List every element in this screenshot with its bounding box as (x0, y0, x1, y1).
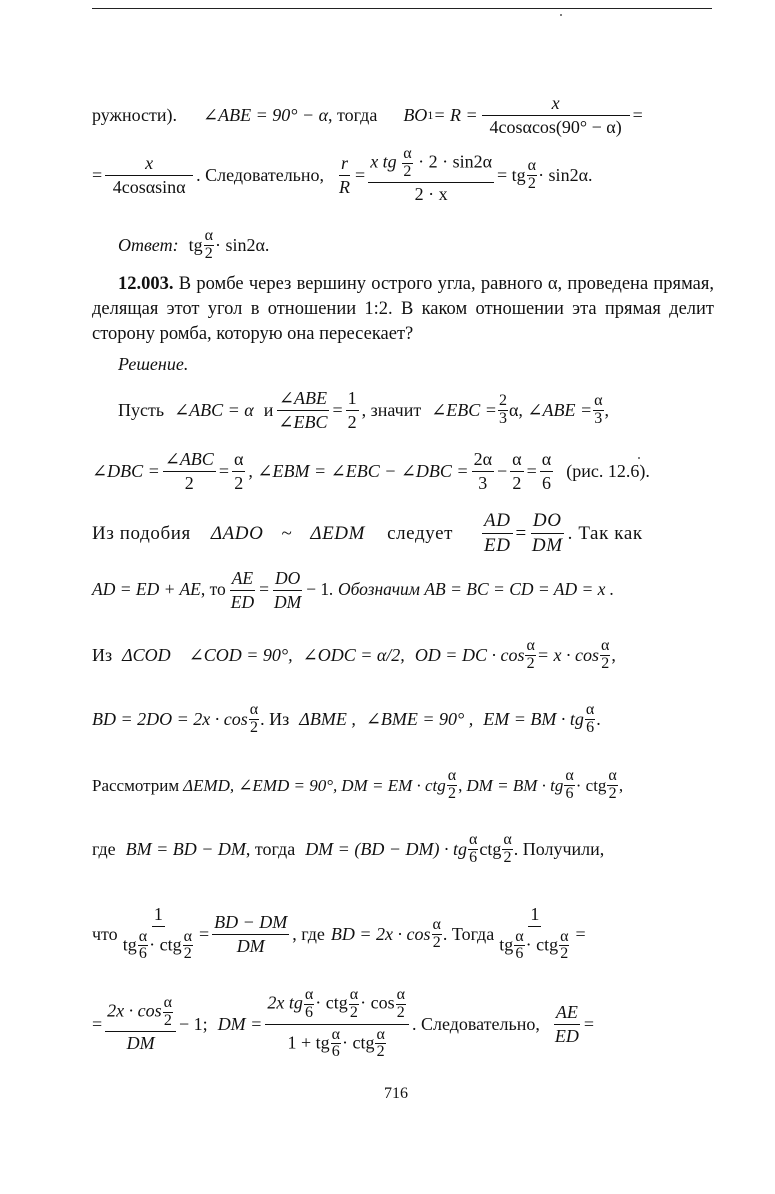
numerator (265, 987, 409, 1025)
numerator: ∠ABE (277, 389, 329, 411)
text-fragment: ctg (479, 839, 502, 859)
triangle-label: ΔADO (210, 522, 264, 544)
numerator: x (482, 94, 630, 116)
equals-sign: = (332, 400, 343, 420)
denominator: 2 (163, 1011, 172, 1029)
text-fragment: . Следовательно, (411, 1014, 540, 1034)
small-fraction (498, 393, 508, 428)
text-fragment: · sin2α. (538, 165, 593, 185)
numerator: α (540, 450, 553, 472)
small-fraction (593, 393, 603, 428)
speck (560, 14, 562, 16)
denominator: 6 (305, 1003, 314, 1021)
formula-line-2 (92, 142, 714, 208)
small-fraction (396, 987, 406, 1022)
fraction (497, 905, 572, 963)
angle-expression: ∠DBC = (92, 461, 160, 481)
numerator: AE (554, 1003, 580, 1025)
numerator: α (594, 391, 603, 409)
page-number: 716 (384, 1085, 408, 1102)
fraction (472, 450, 494, 493)
numerator: 2α (472, 450, 494, 472)
fraction-r-over-R (337, 154, 352, 197)
numerator: 1 (528, 905, 541, 927)
equation-fragment: DM = (BD − DM) · tg (305, 839, 467, 859)
numerator: AE (230, 569, 255, 590)
numerator: ∠ABC (163, 450, 216, 472)
denominator: R (339, 176, 351, 197)
numerator: α (403, 144, 412, 162)
angle-expression: , ∠EBM = ∠EBC − ∠DBC = (248, 461, 469, 481)
numerator: α (503, 830, 512, 848)
equals-sign: = (259, 579, 269, 600)
numerator: α (204, 226, 213, 244)
text-fragment: · sin2α. (214, 235, 270, 255)
denominator (121, 927, 196, 964)
numerator: α (560, 927, 569, 945)
fraction (121, 905, 196, 963)
equals-sign: = (583, 1014, 595, 1034)
denominator (497, 927, 572, 964)
text-fragment: , где (292, 924, 325, 944)
denominator: 3 (478, 472, 488, 493)
denominator: DM (236, 935, 265, 956)
angle-expression: ∠ABC = α (174, 400, 254, 420)
equation-fragment: DM = BM · tg (466, 775, 564, 795)
equation-fragment: AD = ED + AE (92, 579, 201, 600)
small-fraction (163, 995, 173, 1030)
problem-number: 12.003. (118, 274, 174, 294)
small-fraction (514, 929, 524, 964)
equation-fragment: BD = 2x · cos (330, 924, 431, 944)
small-fraction (607, 768, 617, 803)
numerator: 1 (152, 905, 165, 927)
numerator: α (331, 1025, 340, 1043)
small-fraction (402, 146, 412, 181)
text-fragment: где (92, 839, 116, 859)
text-fragment: . Получили, (513, 839, 605, 859)
denominator: 2 (503, 848, 512, 866)
denominator: 6 (541, 472, 551, 493)
denominator: 6 (565, 784, 574, 802)
triangle-label: ΔCOD (122, 645, 171, 665)
text-fragment: Из подобия (92, 522, 191, 544)
answer-label: Ответ: (118, 235, 179, 255)
formula-line-dbc (92, 446, 714, 496)
text-fragment: , значит (361, 400, 422, 420)
numerator (105, 995, 176, 1033)
numerator: α (432, 915, 441, 933)
text-fragment: . Так как (567, 522, 643, 544)
numerator: α (527, 156, 537, 174)
equals-sign: = (355, 165, 366, 185)
text-fragment: · cos (360, 992, 395, 1013)
numerator: DO (531, 511, 564, 534)
formula-line-pust (118, 384, 714, 436)
text-fragment: , тогда (245, 839, 296, 859)
denominator: 2 (249, 718, 258, 736)
numerator: α (565, 766, 574, 784)
denominator: 2 (234, 472, 244, 493)
numerator: α (515, 927, 524, 945)
fraction (482, 511, 513, 556)
text-fragment: · ctg (315, 992, 348, 1013)
text-fragment: , (611, 645, 616, 665)
fraction (482, 94, 630, 137)
numerator: α (585, 700, 595, 718)
angle-expression: ∠BME = 90° , (365, 709, 474, 729)
denominator: 6 (138, 945, 147, 963)
text-fragment: , то (200, 579, 226, 600)
denominator: 2 (560, 945, 569, 963)
numerator: α (510, 450, 523, 472)
text-fragment: . Тогда (442, 924, 495, 944)
numerator: α (526, 636, 535, 654)
minus-sign: − (497, 461, 508, 481)
answer-line (118, 222, 714, 268)
angle-expression: ∠COD = 90°, (188, 645, 293, 665)
variable: BO (403, 105, 428, 125)
numerator: AD (482, 511, 513, 534)
triangle-label: ΔEDM (310, 522, 366, 544)
text-fragment: Из (92, 645, 113, 665)
numerator: α (376, 1025, 385, 1043)
denominator: ED (230, 591, 255, 612)
text-fragment: , тогда (328, 105, 378, 125)
fraction (163, 450, 216, 493)
denominator: 2 · x (414, 184, 448, 205)
denominator: 4cosαcos(90° − α) (489, 116, 622, 137)
equals-sign: = (92, 1014, 103, 1034)
small-fraction (585, 702, 595, 737)
numerator: x (105, 154, 193, 176)
text-fragment: x tg (370, 151, 397, 172)
text-fragment: , (604, 400, 609, 420)
denominator: 2 (184, 472, 194, 493)
solution-label (118, 352, 714, 376)
equals-sign: = (515, 522, 527, 544)
text-fragment: · ctg (149, 934, 182, 955)
text-fragment: ружности). (92, 105, 178, 125)
numerator: α (163, 993, 173, 1011)
small-fraction (349, 987, 359, 1022)
denominator: 3 (594, 409, 603, 427)
fraction (346, 389, 359, 432)
equals-sign: = (526, 461, 537, 481)
numerator: α (468, 830, 478, 848)
denominator: DM (273, 591, 302, 612)
denominator: 3 (498, 409, 507, 427)
formula-line-similar (92, 508, 714, 558)
text-fragment: α (508, 400, 519, 420)
equation-fragment: EM = BM · tg (483, 709, 584, 729)
text-fragment: , (618, 775, 624, 795)
triangle-label: ΔBME , (299, 709, 356, 729)
denominator: 2 (396, 1003, 405, 1021)
equation-fragment: DM = (217, 1014, 263, 1034)
text-fragment: · 2 · sin2α (418, 151, 493, 172)
denominator: DM (126, 1033, 155, 1054)
denominator: 2 (512, 472, 522, 493)
small-fraction (559, 929, 569, 964)
small-fraction (375, 1027, 385, 1062)
text-fragment: 2x tg (267, 992, 303, 1013)
angle-expression: , ∠ABE = (518, 400, 593, 420)
fraction (530, 511, 565, 556)
text-fragment: и (263, 400, 274, 420)
fraction (229, 569, 256, 611)
text-fragment: Пусть (118, 400, 165, 420)
small-fraction (525, 638, 535, 673)
subscript: 1 (427, 108, 434, 122)
fraction (105, 995, 176, 1053)
numerator: α (608, 766, 617, 784)
equation-fragment: BM = BD − DM (125, 839, 246, 859)
fraction (105, 154, 193, 197)
small-fraction (502, 832, 512, 867)
text-fragment: . Из (260, 709, 290, 729)
equation-fragment: OD = DC · cos (414, 645, 525, 665)
angle-expression: ∠EMD = 90°, (238, 775, 338, 795)
numerator: α (396, 985, 405, 1003)
denominator: 2 (376, 1043, 385, 1061)
denominator: 6 (331, 1043, 340, 1061)
fraction (540, 450, 553, 493)
text-fragment: tg (122, 934, 137, 955)
similar-sign: ~ (281, 522, 293, 544)
denominator: 2 (347, 411, 357, 432)
fraction (212, 913, 289, 956)
text-fragment: . Следовательно, (196, 165, 325, 185)
text-fragment: 1 + tg (287, 1031, 330, 1052)
equals-sign: = (632, 105, 643, 125)
formula-line-cod (92, 632, 714, 678)
equation-fragment: DM = EM · ctg (341, 775, 446, 795)
small-fraction (304, 987, 314, 1022)
numerator: α (601, 636, 610, 654)
fraction (276, 389, 329, 432)
numerator: α (447, 766, 457, 784)
denominator: 2 (432, 933, 441, 951)
numerator: 1 (346, 389, 359, 411)
small-fraction (600, 638, 610, 673)
formula-line-bd (92, 696, 714, 742)
problem-text: В ромбе через вершину острого угла, равного α, проведена прямая, делящая этот угол в отношении 1:2. В каком отношении эта прямая делит сторону ромба, которую она пересекает? (92, 274, 714, 344)
fraction (553, 1003, 581, 1046)
text-fragment: · ctg (525, 934, 559, 955)
text-fragment: следует (387, 522, 454, 544)
denominator: 6 (515, 945, 524, 963)
denominator: DM (531, 534, 563, 556)
denominator (285, 1025, 388, 1062)
denominator: 6 (469, 848, 478, 866)
equation-fragment: = x · cos (536, 645, 599, 665)
numerator: DO (273, 569, 302, 590)
angle-expression: ∠ODC = α/2, (302, 645, 405, 665)
top-rule (92, 8, 712, 9)
equals-sign: = (218, 461, 229, 481)
small-fraction (204, 228, 214, 263)
equals-sign: = (575, 924, 586, 944)
small-fraction (183, 929, 193, 964)
numerator: α (138, 927, 148, 945)
text-fragment: · ctg (341, 1031, 375, 1052)
text-fragment: . Обозначим AB = BC = CD = AD = x . (329, 579, 615, 600)
denominator: ED (554, 1025, 579, 1046)
fraction (232, 450, 245, 493)
denominator: 2 (403, 162, 412, 180)
text-fragment: − 1 (306, 579, 330, 600)
triangle-label: ΔEMD, (183, 775, 235, 795)
denominator: 2 (527, 174, 536, 192)
small-fraction (447, 768, 457, 803)
formula-line-emd (92, 762, 714, 808)
small-fraction (138, 929, 148, 964)
text-fragment: − 1; (179, 1014, 208, 1034)
fraction-big (368, 146, 494, 204)
denominator: 4cosαsinα (112, 176, 186, 197)
small-fraction (432, 917, 442, 952)
equals-sign: = (92, 165, 103, 185)
numerator: BD − DM (212, 913, 289, 935)
numerator (368, 146, 494, 184)
fraction (265, 987, 409, 1061)
equals-sign: = (198, 924, 210, 944)
denominator: 2 (608, 784, 617, 802)
formula-line-1 (92, 92, 714, 138)
small-fraction (331, 1027, 341, 1062)
denominator: 2 (204, 244, 213, 262)
denominator: ∠EBC (278, 411, 328, 432)
equation-fragment: BD = 2DO = 2x · cos (92, 709, 248, 729)
numerator: 2 (498, 391, 507, 409)
denominator: 2 (601, 654, 610, 672)
numerator: α (232, 450, 245, 472)
fraction (272, 569, 303, 611)
small-fraction (249, 702, 259, 737)
text-fragment: 2x · cos (107, 1000, 162, 1021)
denominator: 2 (447, 784, 456, 802)
formula-line-ad (92, 564, 714, 616)
small-fraction (564, 768, 574, 803)
text-fragment: что (92, 924, 118, 944)
text-fragment: Рассмотрим (92, 775, 180, 795)
numerator: α (304, 985, 314, 1003)
text-fragment: · ctg (575, 775, 607, 795)
angle-expression: ∠EBC = (431, 400, 497, 420)
small-fraction (527, 158, 537, 193)
small-fraction (468, 832, 478, 867)
denominator: 2 (349, 1003, 358, 1021)
text-fragment: tg (499, 934, 514, 955)
numerator: α (349, 985, 359, 1003)
denominator: ED (484, 534, 511, 556)
text-fragment: . (596, 709, 601, 729)
denominator: 6 (586, 718, 595, 736)
problem-statement (92, 272, 714, 347)
text-fragment: = R = (433, 105, 478, 125)
numerator: α (183, 927, 192, 945)
formula-line-that (92, 896, 714, 972)
formula-line-where (92, 826, 714, 872)
denominator: 2 (526, 654, 535, 672)
text-fragment: = tg (497, 165, 526, 185)
numerator: r (339, 154, 350, 176)
fraction (510, 450, 523, 493)
solution-heading: Решение. (118, 354, 189, 374)
text-fragment: , (458, 775, 463, 795)
figure-reference: (рис. 12.6). (566, 461, 650, 481)
angle-expression: ∠ABE = 90° − α (203, 105, 329, 125)
denominator: 2 (183, 945, 192, 963)
numerator: α (249, 700, 259, 718)
formula-line-final (92, 976, 714, 1072)
text-fragment: tg (188, 235, 203, 255)
